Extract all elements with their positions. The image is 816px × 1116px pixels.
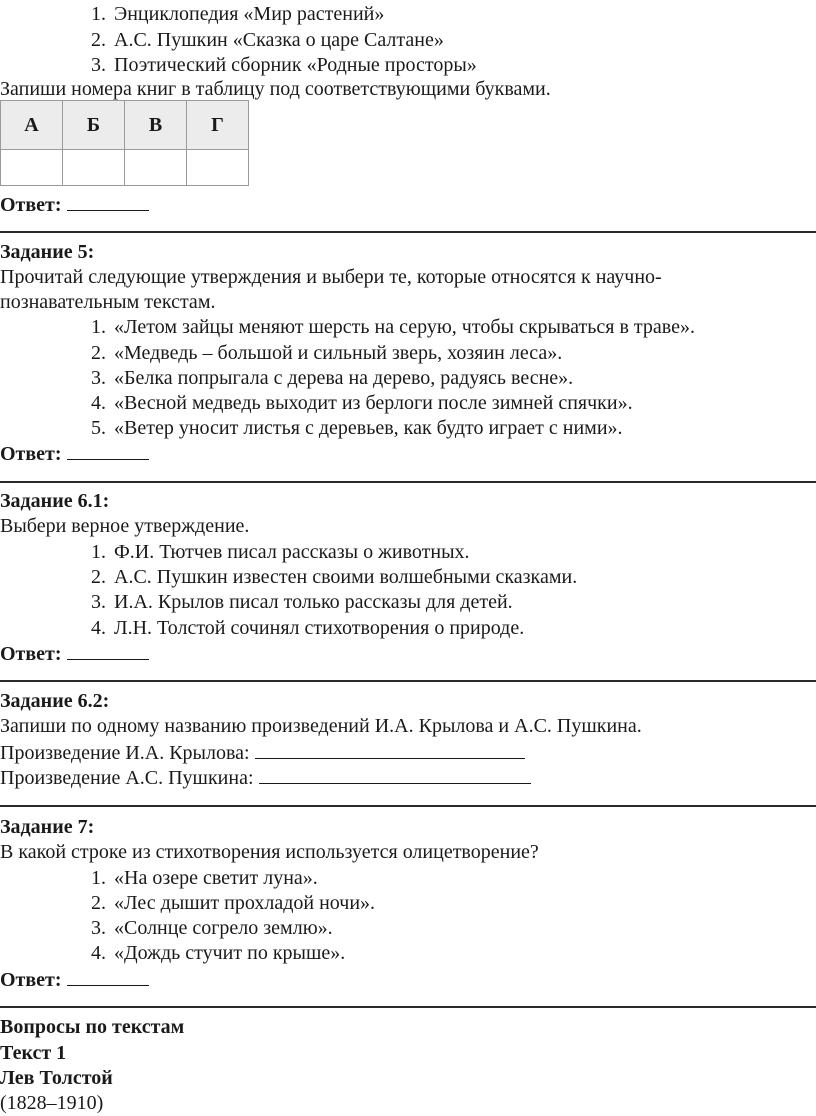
- list-number: 3.: [91, 54, 106, 76]
- task-prompt: Запиши по одному названию произведений И.А. Крылова и А.С. Пушкина.: [0, 715, 642, 737]
- author-years: (1828–1910): [0, 1092, 104, 1114]
- table-cell-v[interactable]: [125, 150, 187, 186]
- answer-line: [0, 441, 149, 466]
- table-header-a: А: [1, 101, 63, 150]
- list-number: 2.: [91, 29, 106, 51]
- list-item: «Дождь стучит по крыше».: [114, 942, 346, 964]
- answer-line: [0, 967, 149, 992]
- work-blank[interactable]: [255, 740, 525, 759]
- table-header-b: Б: [63, 101, 125, 150]
- list-number: 3.: [91, 367, 106, 389]
- work-label: Произведение И.А. Крылова:: [0, 742, 250, 764]
- list-item: Л.Н. Толстой сочинял стихотворения о природе.: [114, 617, 525, 639]
- list-number: 3.: [91, 917, 106, 939]
- work-label: Произведение А.С. Пушкина:: [0, 767, 254, 789]
- task-prompt: Прочитай следующие утверждения и выбери те, которые относятся к научно-: [0, 266, 662, 288]
- answer-table: [0, 100, 249, 186]
- table-cell-a[interactable]: [1, 150, 63, 186]
- list-number: 5.: [91, 417, 106, 439]
- list-number: 4.: [91, 942, 106, 964]
- answer-line: [0, 641, 149, 666]
- task-prompt: В какой строке из стихотворения используется олицетворение?: [0, 841, 539, 863]
- list-item: Ф.И. Тютчев писал рассказы о животных.: [114, 541, 470, 563]
- work-line-krylov: [0, 740, 525, 765]
- task-title: Задание 6.2:: [0, 690, 110, 712]
- list-item: «Весной медведь выходит из берлоги после зимней спячки».: [114, 392, 633, 414]
- list-item: «Белка попрыгала с дерева на дерево, радуясь весне».: [114, 367, 574, 389]
- list-item: Энциклопедия «Мир растений»: [114, 3, 385, 25]
- answer-label: Ответ:: [0, 643, 62, 665]
- text-label: Текст 1: [0, 1042, 67, 1064]
- task-prompt: познавательным текстам.: [0, 291, 216, 313]
- work-blank[interactable]: [259, 765, 531, 784]
- list-number: 3.: [91, 591, 106, 613]
- answer-blank[interactable]: [67, 641, 149, 660]
- list-number: 2.: [91, 892, 106, 914]
- task-title: Задание 7:: [0, 816, 95, 838]
- table-cell-g[interactable]: [187, 150, 249, 186]
- section-divider: [0, 805, 816, 807]
- list-number: 1.: [91, 867, 106, 889]
- answer-label: Ответ:: [0, 443, 62, 465]
- section-divider: [0, 680, 816, 682]
- list-item: «Солнце согрело землю».: [114, 917, 333, 939]
- section-divider: [0, 481, 816, 483]
- author-name: Лев Толстой: [0, 1067, 113, 1089]
- section-heading: Вопросы по текстам: [0, 1016, 185, 1038]
- list-item: Поэтический сборник «Родные просторы»: [114, 54, 477, 76]
- list-item: «Летом зайцы меняют шерсть на серую, чтобы скрываться в траве».: [114, 316, 695, 338]
- list-item: «Медведь – большой и сильный зверь, хозяин леса».: [114, 342, 563, 364]
- list-item: «Ветер уносит листья с деревьев, как будто играет с ними».: [114, 417, 623, 439]
- table-header-g: Г: [187, 101, 249, 150]
- list-item: А.С. Пушкин «Сказка о царе Салтане»: [114, 29, 444, 51]
- work-line-pushkin: [0, 765, 531, 790]
- section-divider: [0, 231, 816, 233]
- list-item: А.С. Пушкин известен своими волшебными сказками.: [114, 566, 578, 588]
- instruction-text: Запиши номера книг в таблицу под соответствующими буквами.: [0, 78, 551, 100]
- task-prompt: Выбери верное утверждение.: [0, 515, 250, 537]
- task-title: Задание 6.1:: [0, 490, 110, 512]
- list-number: 4.: [91, 617, 106, 639]
- list-number: 2.: [91, 566, 106, 588]
- answer-label: Ответ:: [0, 194, 62, 216]
- list-item: И.А. Крылов писал только рассказы для детей.: [114, 591, 513, 613]
- answer-blank[interactable]: [67, 192, 149, 211]
- list-number: 2.: [91, 342, 106, 364]
- list-number: 1.: [91, 541, 106, 563]
- answer-line: [0, 192, 149, 217]
- task-title: Задание 5:: [0, 241, 95, 263]
- answer-label: Ответ:: [0, 969, 62, 991]
- list-number: 4.: [91, 392, 106, 414]
- list-number: 1.: [91, 3, 106, 25]
- table-header-v: В: [125, 101, 187, 150]
- table-cell-b[interactable]: [63, 150, 125, 186]
- answer-blank[interactable]: [67, 967, 149, 986]
- list-item: «Лес дышит прохладой ночи».: [114, 892, 376, 914]
- section-divider: [0, 1006, 816, 1008]
- answer-blank[interactable]: [67, 441, 149, 460]
- list-item: «На озере светит луна».: [114, 867, 318, 889]
- list-number: 1.: [91, 316, 106, 338]
